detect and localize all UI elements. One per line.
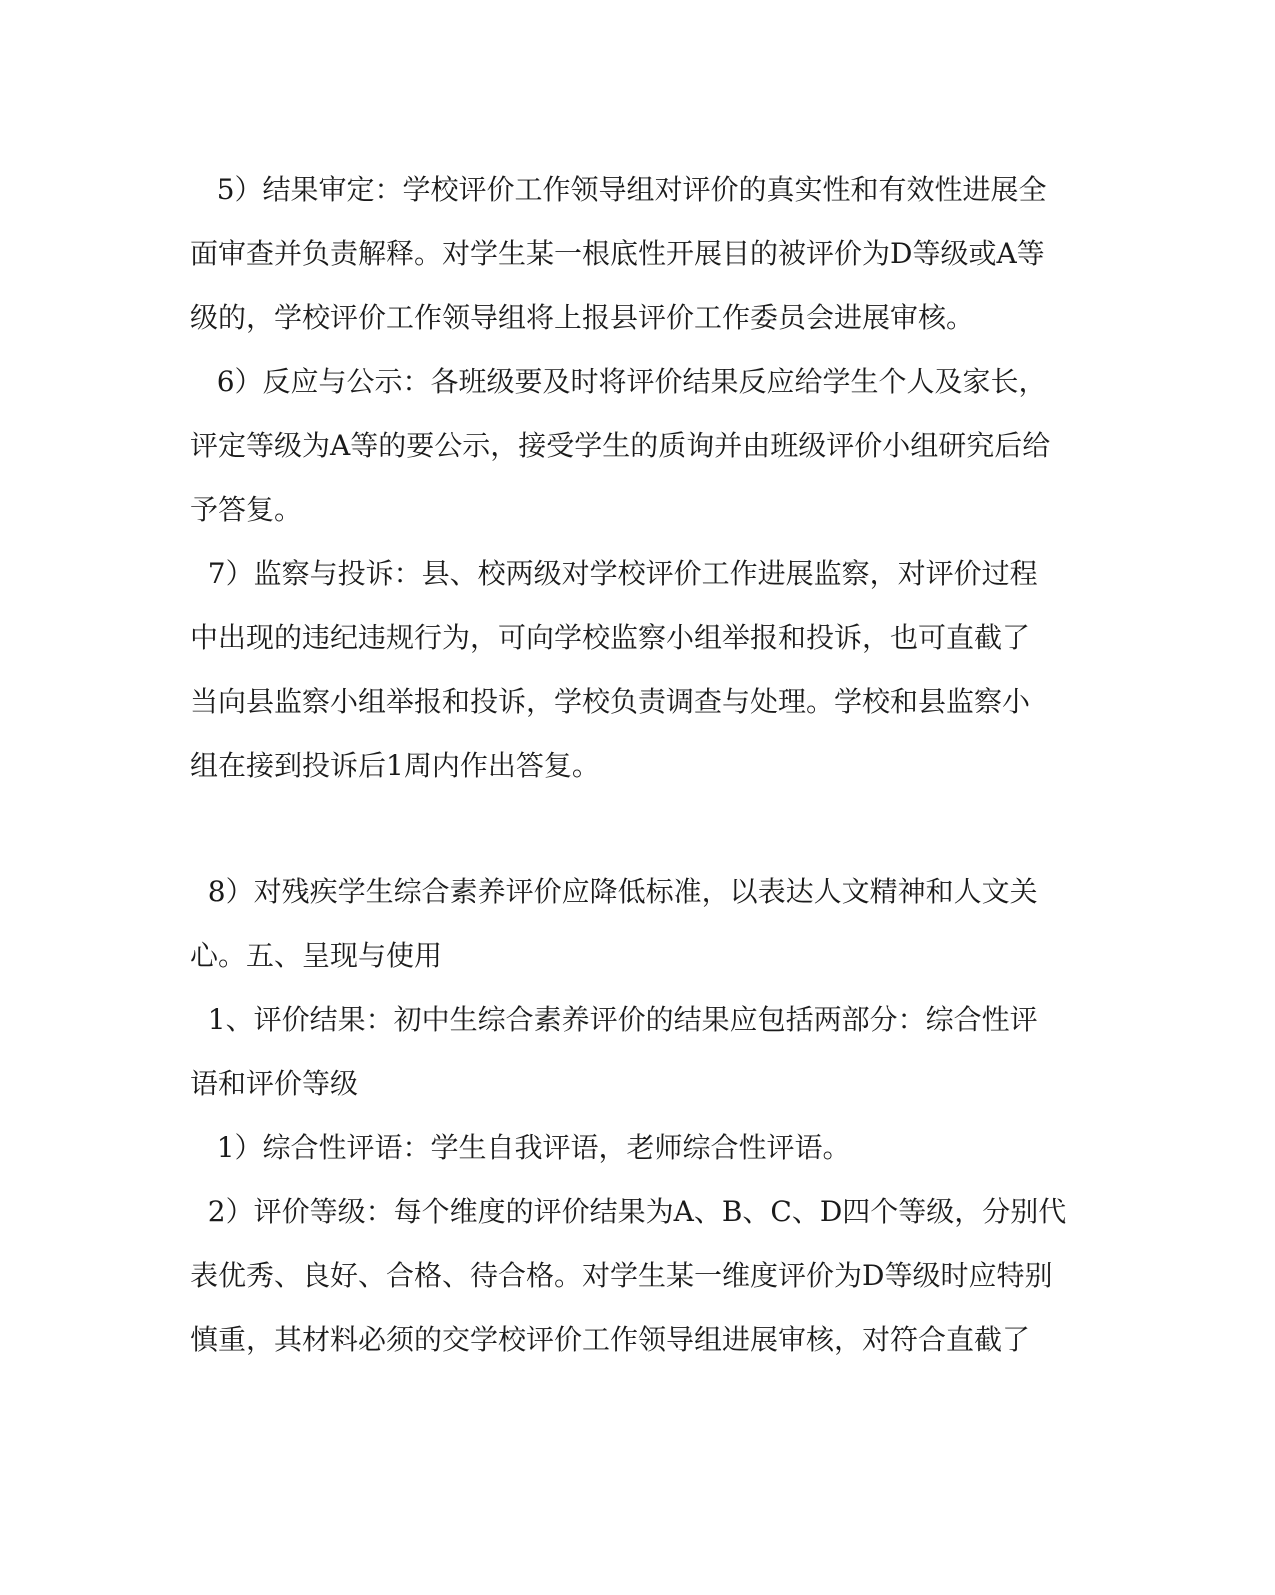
text-line-6: 予答复。	[190, 493, 303, 526]
text-line-11: 8）对残疾学生综合素养评价应降低标准，以表达人文精神和人文关	[190, 875, 1038, 908]
text-line-4: 6）反应与公示：各班级要及时将评价结果反应给学生个人及家长，	[190, 365, 1047, 398]
text-line-3: 级的，学校评价工作领导组将上报县评价工作委员会进展审核。	[190, 301, 975, 334]
text-line-15: 1）综合性评语：学生自我评语，老师综合性评语。	[190, 1131, 851, 1164]
text-line-16: 2）评价等级：每个维度的评价结果为A、B、C、D四个等级，分别代	[190, 1195, 1067, 1228]
text-line-7: 7）监察与投诉：县、校两级对学校评价工作进展监察，对评价过程	[190, 557, 1038, 590]
text-line-10: 组在接到投诉后1周内作出答复。	[190, 749, 600, 782]
text-line-8: 中出现的违纪违规行为，可向学校监察小组举报和投诉，也可直截了	[190, 621, 1031, 654]
text-line-14: 语和评价等级	[190, 1067, 359, 1100]
text-line-12: 心。五、呈现与使用	[190, 939, 443, 972]
text-line-13: 1、评价结果：初中生综合素养评价的结果应包括两部分：综合性评	[190, 1003, 1038, 1036]
text-line-9: 当向县监察小组举报和投诉，学校负责调查与处理。学校和县监察小	[190, 685, 1031, 718]
text-line-2: 面审查并负责解释。对学生某一根底性开展目的被评价为D等级或A等	[190, 237, 1045, 270]
text-line-5: 评定等级为A等的要公示，接受学生的质询并由班级评价小组研究后给	[190, 429, 1051, 462]
text-line-1: 5）结果审定：学校评价工作领导组对评价的真实性和有效性进展全	[190, 173, 1047, 206]
text-line-18: 慎重，其材料必须的交学校评价工作领导组进展审核，对符合直截了	[190, 1323, 1031, 1356]
text-line-17: 表优秀、良好、合格、待合格。对学生某一维度评价为D等级时应特别	[190, 1259, 1053, 1292]
